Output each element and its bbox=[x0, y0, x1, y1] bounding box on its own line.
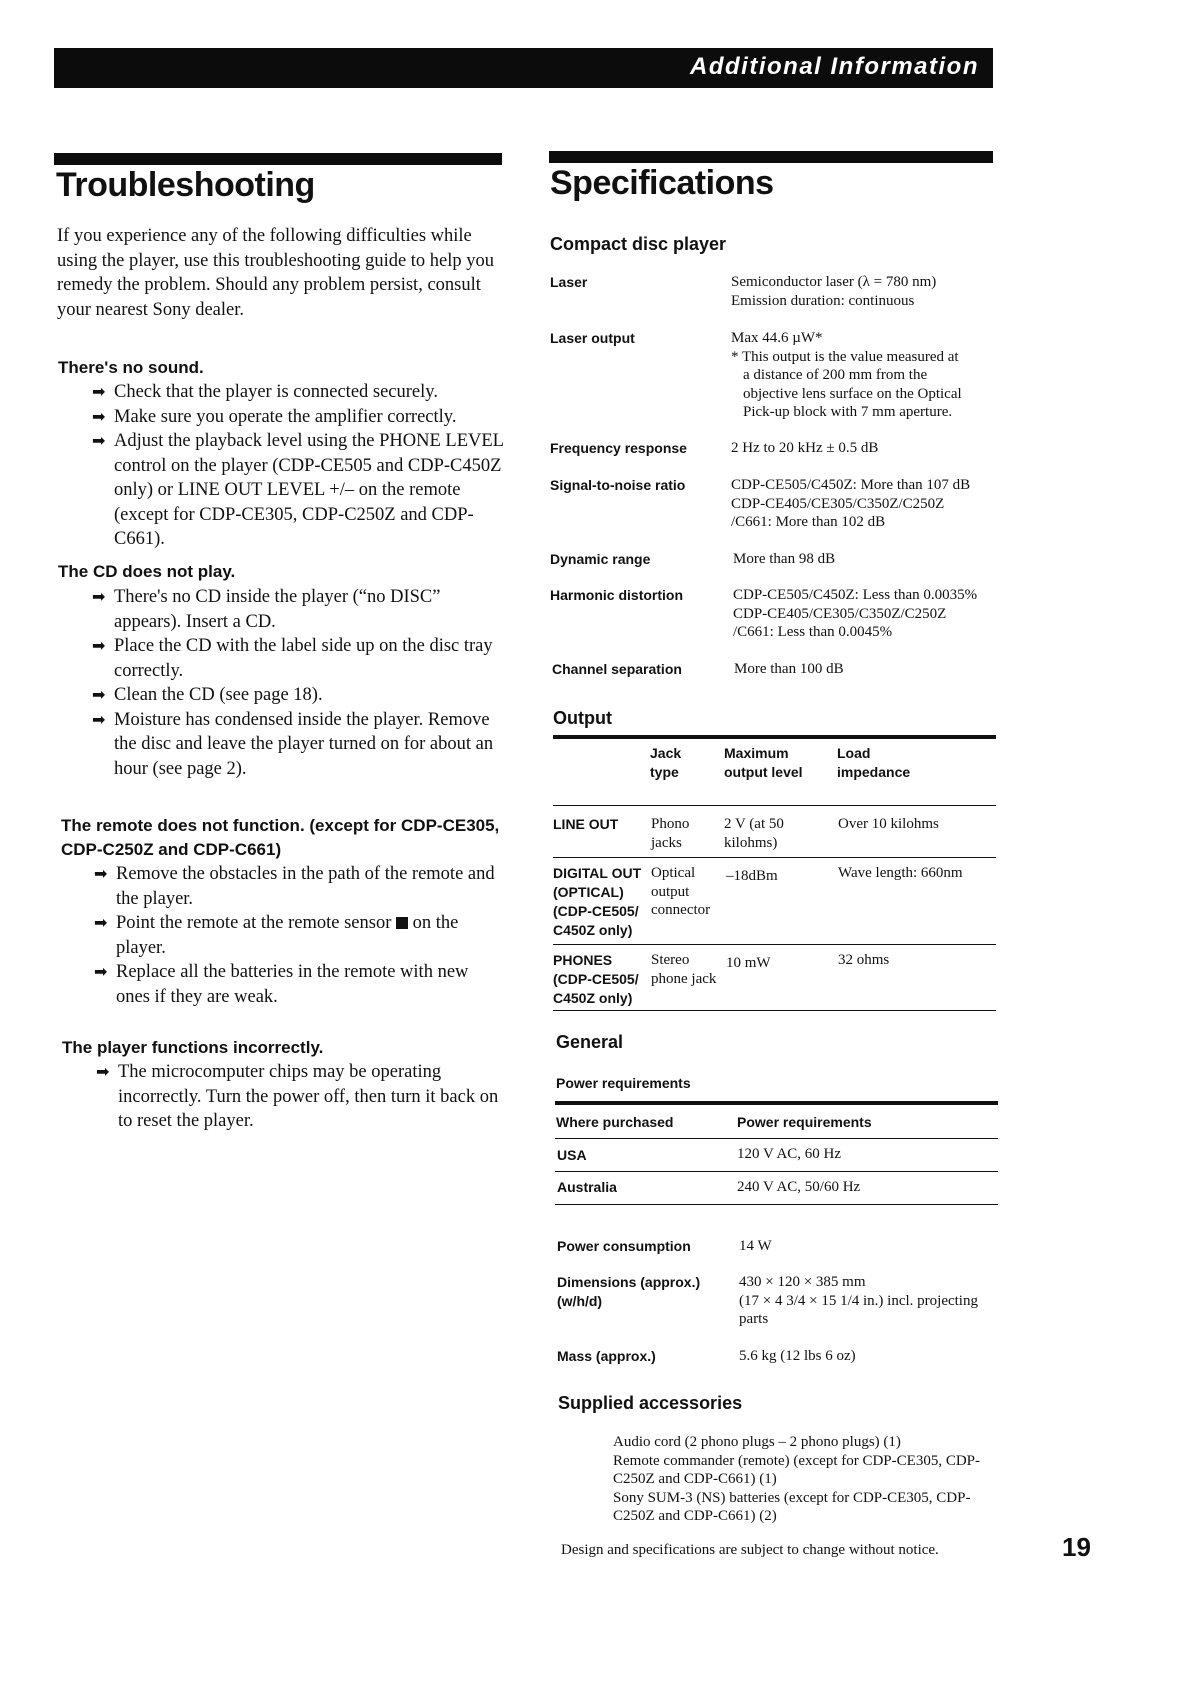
remedy-item: ➡ There's no CD inside the player (“no DISC” appears). Insert a CD. bbox=[94, 585, 504, 634]
spec-label: Frequency response bbox=[550, 440, 687, 456]
spec-line: (17 × 4 3/4 × 15 1/4 in.) incl. projecting parts bbox=[739, 1292, 978, 1327]
output-row-label: DIGITAL OUT (OPTICAL) (CDP-CE505/ C450Z only) bbox=[553, 865, 642, 938]
spec-value bbox=[739, 1273, 1001, 1329]
spec-value: More than 98 dB bbox=[733, 551, 836, 567]
remedy-text: Point the remote at the remote sensor bbox=[116, 913, 392, 933]
spec-label: Dynamic range bbox=[550, 551, 651, 567]
problem-title: The remote does not function. (except for CDP-CE305, CDP-C250Z and CDP-C661) bbox=[61, 816, 500, 859]
table-rule bbox=[553, 944, 996, 945]
remedy-item: ➡ Moisture has condensed inside the player. Remove the disc and leave the player turned on for about an hour (see page 2). bbox=[94, 708, 504, 782]
remedy-item: ➡ The microcomputer chips may be operating incorrectly. Turn the power off, then turn it back on to reset the player. bbox=[98, 1060, 508, 1134]
spec-label: Harmonic distortion bbox=[550, 587, 684, 603]
power-table-header: Power requirements bbox=[737, 1114, 872, 1130]
spec-line: Max 44.6 µW* bbox=[731, 330, 823, 346]
spec-label: Power consumption bbox=[557, 1238, 691, 1254]
remedy-item: ➡ Place the CD with the label side up on the disc tray correctly. bbox=[94, 634, 504, 683]
output-jack: Stereo phone jack bbox=[651, 952, 717, 987]
table-rule bbox=[553, 1010, 996, 1011]
spec-label: Laser bbox=[550, 274, 588, 290]
remedy-list bbox=[94, 380, 504, 552]
spec-line: CDP-CE405/CE305/C350Z/C250Z bbox=[733, 605, 947, 622]
accessories-list bbox=[613, 1433, 998, 1526]
problem-title: There's no sound. bbox=[58, 358, 204, 377]
spec-value: 2 Hz to 20 kHz ± 0.5 dB bbox=[731, 440, 879, 456]
spec-label: Laser output bbox=[550, 330, 635, 346]
spec-line: CDP-CE405/CE305/C350Z/C250Z bbox=[731, 495, 945, 512]
spec-line: CDP-CE505/C450Z: Less than 0.0035% bbox=[733, 587, 978, 603]
spec-line: a distance of 200 mm from the bbox=[743, 367, 928, 383]
spec-label: Channel separation bbox=[552, 661, 682, 677]
power-requirements-label: Power requirements bbox=[556, 1075, 691, 1091]
remedy-item: ➡ Check that the player is connected securely. bbox=[94, 380, 504, 405]
accessory-item: Remote commander (remote) (except for CDP-CE305, CDP-C250Z and CDP-C661) (1) bbox=[613, 1452, 980, 1487]
output-column-header: Maximum output level bbox=[724, 745, 803, 780]
output-load: Wave length: 660nm bbox=[838, 865, 963, 881]
power-table-cell: 120 V AC, 60 Hz bbox=[737, 1146, 842, 1162]
table-top-rule bbox=[553, 735, 996, 739]
specifications-title: Specifications bbox=[550, 164, 774, 202]
spec-label: Dimensions (approx.) (w/h/d) bbox=[557, 1274, 701, 1309]
page-number: 19 bbox=[1062, 1532, 1091, 1562]
troubleshooting-intro: If you experience any of the following difficulties while using the player, use this troubleshooting guide to help you remedy the problem. Should any problem persist, consult your nearest Sony dealer. bbox=[57, 226, 495, 320]
output-jack: Optical output connector bbox=[651, 865, 711, 918]
spec-footnote: * This output is the value measured at bbox=[731, 348, 959, 365]
output-jack: Phono jacks bbox=[651, 816, 690, 851]
table-rule bbox=[553, 805, 996, 806]
output-level: –18dBm bbox=[726, 868, 778, 884]
spec-line: Pick-up block with 7 mm aperture. bbox=[743, 404, 953, 420]
table-top-rule bbox=[555, 1101, 998, 1105]
spec-line: objective lens surface on the Optical bbox=[743, 385, 962, 402]
spec-value: 5.6 kg (12 lbs 6 oz) bbox=[739, 1348, 856, 1364]
power-table-cell: Australia bbox=[557, 1179, 617, 1195]
table-rule bbox=[555, 1138, 998, 1139]
spec-line: 430 × 120 × 385 mm bbox=[739, 1274, 866, 1290]
power-table-cell: 240 V AC, 50/60 Hz bbox=[737, 1179, 861, 1195]
remedy-item: ➡ Clean the CD (see page 18). bbox=[94, 683, 504, 708]
remote-sensor-icon bbox=[396, 917, 408, 929]
output-heading: Output bbox=[553, 708, 612, 728]
table-rule bbox=[555, 1171, 998, 1172]
remedy-item: ➡ Replace all the batteries in the remote with new ones if they are weak. bbox=[96, 960, 506, 1009]
power-table-cell: USA bbox=[557, 1147, 587, 1163]
remedy-item: ➡ Make sure you operate the amplifier correctly. bbox=[94, 405, 504, 430]
general-heading: General bbox=[556, 1032, 624, 1052]
output-load: Over 10 kilohms bbox=[838, 816, 939, 832]
spec-line: CDP-CE505/C450Z: More than 107 dB bbox=[731, 477, 971, 493]
section-title: Additional Information bbox=[690, 53, 979, 80]
title-rule bbox=[54, 153, 502, 165]
remedy-item: ➡ Adjust the playback level using the PHONE LEVEL control on the player (CDP-CE505 and CDP-C450Z only) or LINE OUT LEVEL +/– on the remote (except for CDP-CE305, CDP-C250Z and CDP-C661). bbox=[94, 429, 504, 552]
spec-line: Emission duration: continuous bbox=[731, 292, 915, 309]
spec-label: Mass (approx.) bbox=[557, 1348, 656, 1364]
spec-line: /C661: More than 102 dB bbox=[731, 514, 886, 530]
output-level: 10 mW bbox=[726, 955, 771, 971]
output-level: 2 V (at 50 kilohms) bbox=[724, 816, 784, 851]
problem-title: The CD does not play. bbox=[58, 562, 236, 581]
remedy-item bbox=[96, 911, 506, 960]
spec-value bbox=[731, 329, 991, 422]
section-header-bar bbox=[54, 48, 993, 88]
spec-value bbox=[733, 586, 995, 642]
output-column-header: Jack type bbox=[650, 745, 682, 780]
spec-value: 14 W bbox=[739, 1238, 772, 1254]
output-row-label: PHONES (CDP-CE505/ C450Z only) bbox=[553, 952, 639, 1006]
accessory-item: Sony SUM-3 (NS) batteries (except for CDP-CE305, CDP-C250Z and CDP-C661) (2) bbox=[613, 1489, 971, 1524]
cd-player-heading: Compact disc player bbox=[550, 234, 727, 254]
power-table-header: Where purchased bbox=[556, 1114, 674, 1130]
accessories-heading: Supplied accessories bbox=[558, 1393, 743, 1413]
remedy-list bbox=[94, 585, 504, 781]
spec-value bbox=[731, 273, 991, 310]
table-rule bbox=[555, 1204, 998, 1205]
title-rule bbox=[549, 151, 993, 163]
spec-line: Semiconductor laser (λ = 780 nm) bbox=[731, 274, 937, 290]
spec-value bbox=[731, 476, 993, 532]
remedy-item: ➡ Remove the obstacles in the path of the remote and the player. bbox=[96, 862, 506, 911]
table-rule bbox=[553, 857, 996, 858]
design-notice: Design and specifications are subject to change without notice. bbox=[561, 1542, 939, 1558]
remedy-list bbox=[98, 1060, 508, 1134]
remedy-list bbox=[96, 862, 506, 1009]
problem-title: The player functions incorrectly. bbox=[62, 1038, 324, 1057]
output-column-header: Load impedance bbox=[837, 745, 911, 780]
output-load: 32 ohms bbox=[838, 952, 890, 968]
spec-value: More than 100 dB bbox=[734, 661, 844, 677]
spec-line: /C661: Less than 0.0045% bbox=[733, 624, 893, 640]
troubleshooting-title: Troubleshooting bbox=[56, 166, 315, 204]
accessory-item: Audio cord (2 phono plugs – 2 phono plugs) (1) bbox=[613, 1434, 901, 1450]
output-row-label: LINE OUT bbox=[553, 816, 619, 832]
remedy-text: on the player. bbox=[116, 913, 459, 958]
spec-label: Signal-to-noise ratio bbox=[550, 477, 686, 493]
